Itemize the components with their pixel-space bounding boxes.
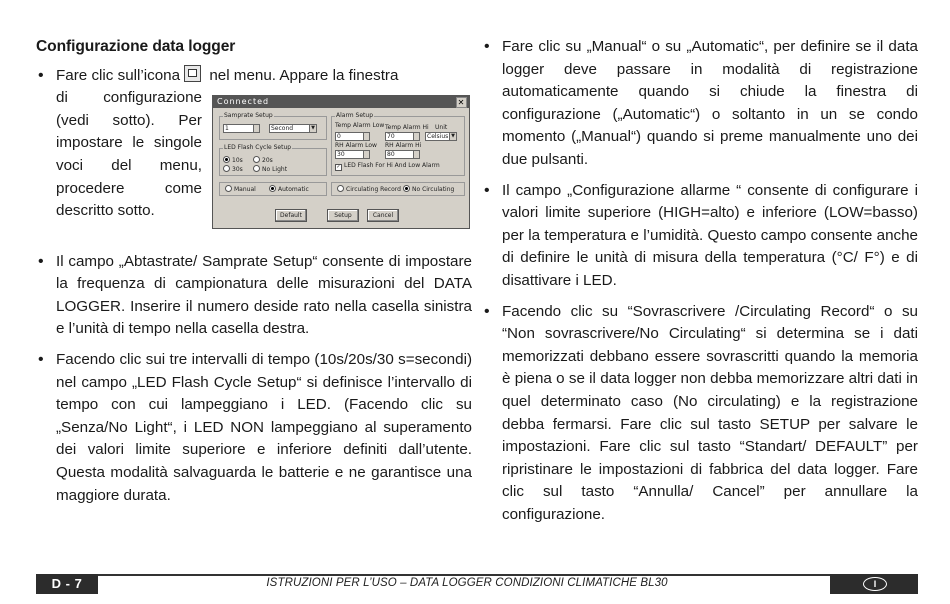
dialog-title-bar: Connected ✕ — [213, 96, 469, 108]
circulating-radio[interactable]: Circulating Record — [337, 185, 401, 193]
temp-hi-label: Temp Alarm Hi — [385, 124, 429, 131]
close-icon[interactable]: ✕ — [457, 98, 466, 107]
right-bullets — [482, 36, 918, 526]
unit-select[interactable]: Celsius — [427, 133, 449, 140]
cancel-button[interactable]: Cancel — [367, 209, 399, 222]
led-nolight-radio[interactable]: No Light — [253, 165, 287, 173]
bullet-wrap-text: di configurazione (vedi sotto). Per impostare le singole voci del menu, procedere come descritto sotto. — [56, 89, 202, 220]
led-flash-checkbox[interactable]: ✓ LED Flash For Hi And Low Alarm — [336, 162, 440, 170]
radio-icon — [337, 185, 344, 192]
footer-title: ISTRUZIONI PER L’USO – DATA LOGGER CONDIZIONI CLIMATICHE BL30 — [266, 577, 668, 589]
bullet-manual-automatic: • Fare clic su „Manual“ o su „Automatic“, per definire se il data logger deve passare in modalità di registrazione automaticamente quando si chiude la finestra di configurazione („Automatic“) o soltanto in un se condo momento („Manual“) quando si preme manualmente uno dei due pulsanti. — [482, 36, 918, 172]
page-footer — [36, 574, 918, 594]
bullet-led-flash: • Facendo clic sui tre intervalli di tempo (10s/20s/30 s=secondi) nel campo „LED Flash Cycle Setup“ si definisce l’intervallo di tempo con cui lampeggiano i LED. (Facendo clic su „Senza/No Light“, i LED NON lampeggiano al superamento dei valori limite superiore e inferiore definiti dall’utente. Questa modalità salvaguarda le batterie e ne garantisce una maggiore durata. — [36, 349, 472, 507]
temp-low-field[interactable]: 0 — [335, 132, 364, 141]
bullet-samprate: • Il campo „Abtastrate/ Samprate Setup“ consente di impostare la frequenza di campionatura delle misurazioni del DATA LOGGER. Inserire il numero deside rato nella casella sinistra e l’unità di tempo nella casella destra. — [36, 251, 472, 341]
rh-hi-spinner[interactable] — [413, 150, 420, 159]
samprate-spinner[interactable] — [253, 124, 260, 133]
bullet-alarm-setup: • Il campo „Configurazione allarme “ consente di configurare i valori limite superiore (HIGH=alto) e inferiore (LOW=basso) per la temperatura e l’umidità. Questo campo consente anche di definire le unità di misura della temperatura (°C/ F°) e di disattivare i LED. — [482, 180, 918, 293]
unit-label: Unit — [435, 124, 448, 131]
temp-hi-spinner[interactable] — [413, 132, 420, 141]
language-badge — [830, 574, 918, 594]
footer-rule — [36, 574, 918, 576]
radio-icon — [223, 165, 230, 172]
bullet-circulating: • Facendo clic su “Sovrascrivere /Circulating Record“ o su “Non sovrascrivere/No Circulating“ si determina se i dati memorizzati debbano essere sovrascritti quando la memoria è piena o se il data logger non debba memorizzare altri dati in quel determinato caso (No circulating) e la registrazione debba fermarsi. Fare clic sul tasto SETUP per salvare le impostazioni. Fare clic sul tasto “Standart/ DEFAULT” per ripristinare le impostazioni di fabbrica del data logger. Fare clic sul tasto “Annulla/ Cancel” per annullare la configurazione. — [482, 301, 918, 527]
rh-hi-field[interactable]: 80 — [385, 150, 414, 159]
bullet-lead: • Fare clic sull’icona nel menu. Appare la finestra — [56, 66, 399, 84]
led-30s-radio[interactable]: 30s — [223, 165, 243, 173]
config-window-icon — [184, 65, 201, 82]
language-code: I — [863, 577, 887, 591]
radio-icon — [225, 185, 232, 192]
config-dialog — [212, 95, 470, 229]
page-number: D - 7 — [36, 574, 98, 594]
automatic-radio[interactable]: Automatic — [269, 185, 309, 193]
radio-icon — [403, 185, 410, 192]
check-icon: ✓ — [336, 164, 341, 170]
chevron-down-icon[interactable]: ▼ — [309, 124, 317, 133]
led-10s-radio[interactable]: 10s — [223, 156, 243, 164]
temp-hi-field[interactable]: 70 — [385, 132, 414, 141]
led-flash-group: LED Flash Cycle Setup — [219, 148, 327, 176]
samprate-value-field[interactable]: 1 — [223, 124, 254, 133]
setup-button[interactable]: Setup — [327, 209, 359, 222]
rh-low-label: RH Alarm Low — [335, 142, 377, 149]
samprate-unit-select[interactable]: Second — [269, 124, 310, 133]
radio-icon — [223, 156, 230, 163]
right-column — [482, 30, 918, 534]
temp-low-label: Temp Alarm Low — [335, 122, 385, 129]
led-20s-radio[interactable]: 20s — [253, 156, 273, 164]
manual-radio[interactable]: Manual — [225, 185, 256, 193]
alarm-group: Alarm Setup — [331, 116, 465, 176]
radio-icon — [253, 165, 260, 172]
chevron-down-icon[interactable]: ▼ — [449, 132, 457, 141]
samprate-group: Samprate Setup — [219, 116, 327, 140]
rh-low-field[interactable]: 30 — [335, 150, 364, 159]
rh-hi-label: RH Alarm Hi — [385, 142, 422, 149]
rh-low-spinner[interactable] — [363, 150, 370, 159]
section-heading: Configurazione data logger — [36, 38, 236, 55]
temp-low-spinner[interactable] — [363, 132, 370, 141]
radio-icon — [253, 156, 260, 163]
radio-icon — [269, 185, 276, 192]
no-circulating-radio[interactable]: No Circulating — [403, 185, 454, 193]
default-button[interactable]: Default — [275, 209, 307, 222]
